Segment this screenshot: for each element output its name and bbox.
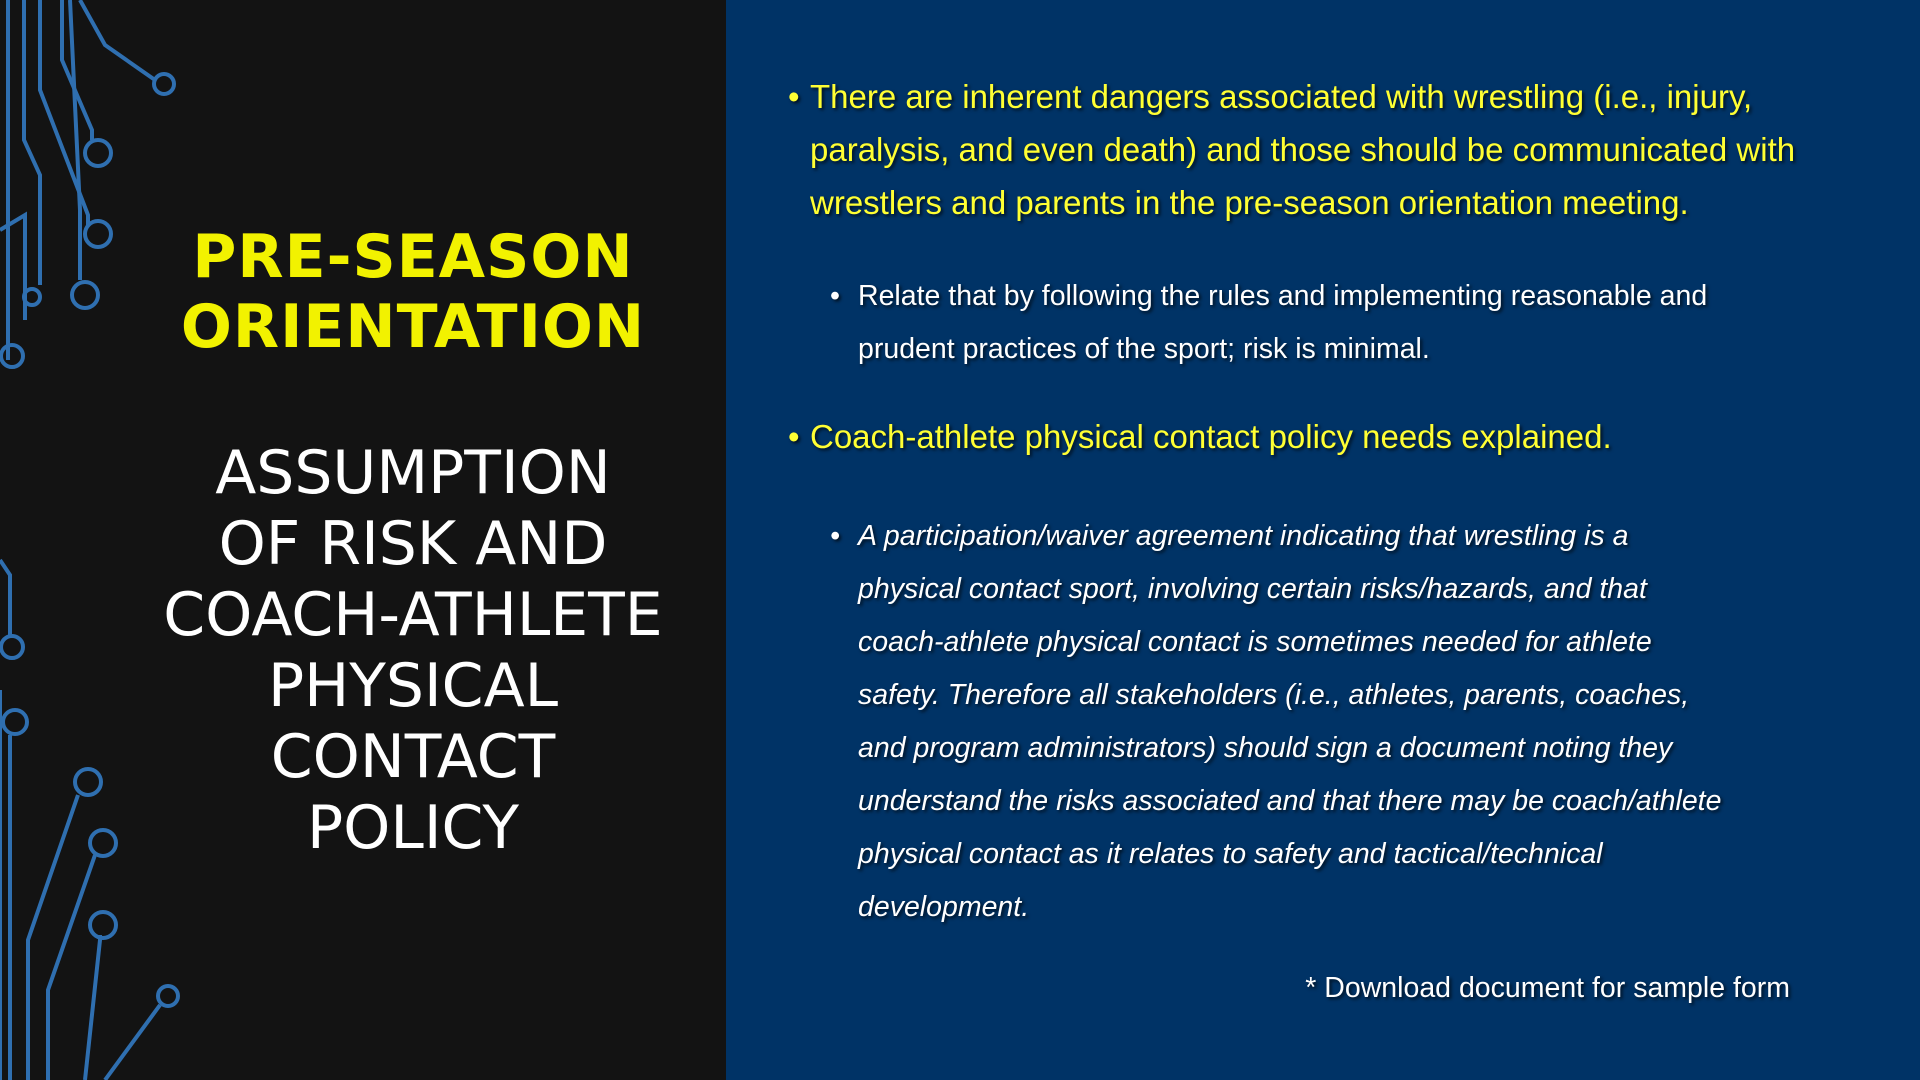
left-panel bbox=[0, 0, 726, 1080]
bullet-text: Coach-athlete physical contact policy needs explained. bbox=[810, 418, 1612, 455]
sub-bullet-item bbox=[830, 510, 1728, 934]
bullet-text: Relate that by following the rules and implementing reasonable and prudent practices of the sport; risk is minimal. bbox=[858, 280, 1708, 365]
subtitle-line: COACH-ATHLETE bbox=[163, 580, 663, 650]
bullet-text: There are inherent dangers associated with wrestling (i.e., injury, paralysis, and even death) and those should be communicated with wrestlers and parents in the pre-season orientation meeting. bbox=[810, 78, 1796, 221]
title-line: ORIENTATION bbox=[180, 292, 646, 362]
title-line: PRE-SEASON bbox=[192, 222, 634, 292]
bullet-text: A participation/waiver agreement indicating that wrestling is a physical contact sport, involving certain risks/hazards, and that coach-athlete physical contact is sometimes needed for athlete safety. Therefore all stakeholders (i.e., athletes, parents, coaches, and program administrators) should sign a document noting they understand the risks associated and that there may be coach/athlete physical contact as it relates to safety and tactical/technical development. bbox=[858, 520, 1722, 923]
bullet-dot-icon: • bbox=[788, 418, 800, 455]
subtitle-line: PHYSICAL bbox=[267, 651, 559, 721]
footnote: * Download document for sample form bbox=[1305, 972, 1790, 1004]
slide-title bbox=[150, 222, 676, 362]
bullet-dot-icon: • bbox=[830, 520, 840, 552]
sub-bullet-item bbox=[830, 270, 1798, 376]
subtitle-line: CONTACT bbox=[270, 722, 556, 792]
bullet-item bbox=[788, 410, 1880, 463]
subtitle-line: POLICY bbox=[306, 793, 520, 863]
bullet-item bbox=[788, 70, 1880, 229]
subtitle-line: OF RISK AND bbox=[218, 509, 608, 579]
bullet-dot-icon: • bbox=[788, 78, 800, 115]
bullet-dot-icon: • bbox=[830, 280, 840, 312]
slide-subtitle bbox=[150, 438, 676, 864]
subtitle-line: ASSUMPTION bbox=[215, 438, 611, 508]
content-panel bbox=[726, 0, 1920, 1080]
